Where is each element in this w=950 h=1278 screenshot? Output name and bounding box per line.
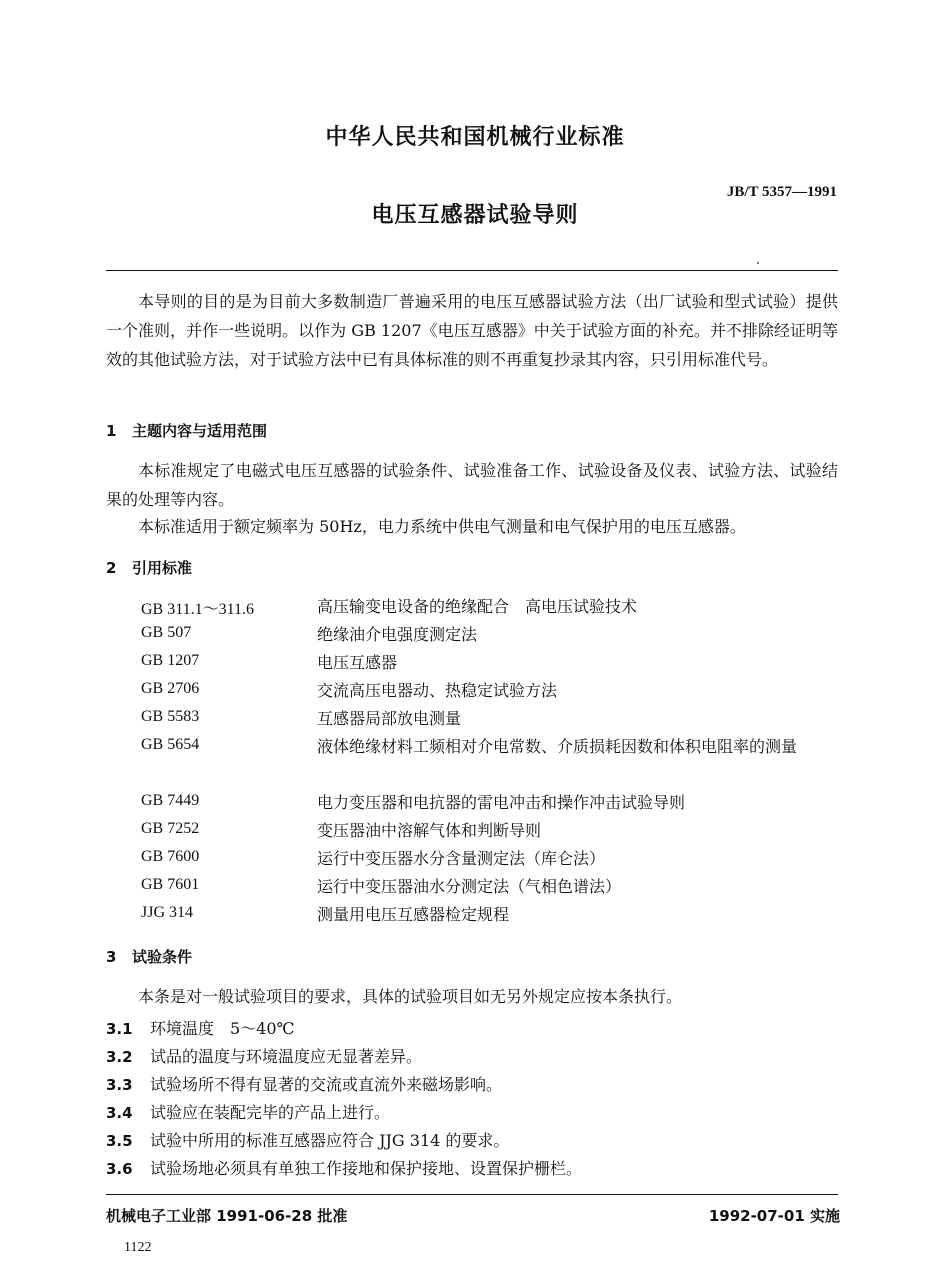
ref-code: GB 7601 (141, 876, 200, 893)
section-3-intro: 本条是对一般试验项目的要求，具体的试验项目如无另外规定应按本条执行。 (138, 987, 683, 1006)
section-1-paragraph-2: 本标准适用于额定频率为 50Hz，电力系统中供电气测量和电气保护用的电压互感器。 (138, 517, 746, 536)
clause-text: 试验中所用的标准互感器应符合 JJG 314 的要求。 (150, 1131, 510, 1150)
clause-number: 3.1 (106, 1020, 133, 1038)
section-1-number: 1 (106, 422, 117, 440)
ref-code: GB 1207 (141, 652, 200, 669)
section-2-title: 引用标准 (132, 559, 193, 577)
clause-item (106, 1072, 502, 1095)
ref-code: GB 2706 (141, 680, 200, 697)
ref-code: GB 7449 (141, 792, 200, 809)
ref-title: 液体绝缘材料工频相对介电常数、介质损耗因数和体积电阻率的测量 (317, 737, 798, 756)
clause-number: 3.2 (106, 1048, 133, 1066)
footer-divider (106, 1194, 838, 1195)
standard-category-heading: 中华人民共和国机械行业标准 (325, 125, 625, 150)
approval-note: 机械电子工业部 1991-06-28 批准 (106, 1207, 348, 1225)
clause-item (106, 1100, 390, 1123)
section-3-heading (106, 946, 192, 967)
clause-text: 试验场所不得有显著的交流或直流外来磁场影响。 (150, 1075, 503, 1094)
ref-code: GB 5654 (141, 736, 200, 753)
section-3-title: 试验条件 (132, 948, 193, 966)
section-1-paragraph-1: 本标准规定了电磁式电压互感器的试验条件、试验准备工作、试验设备及仪表、试验方法、试验结果的处理等内容。 (106, 461, 838, 509)
ref-title: 电压互感器 (317, 653, 398, 672)
ref-title: 运行中变压器油水分测定法（气相色谱法） (317, 877, 622, 896)
clause-text: 环境温度 5～40℃ (150, 1019, 295, 1038)
ref-title: 运行中变压器水分含量测定法（库仑法） (317, 849, 606, 868)
clause-item (106, 1128, 509, 1151)
page-number: 1122 (124, 1240, 152, 1255)
clause-text: 试验场地必须具有单独工作接地和保护接地、设置保护栅栏。 (150, 1159, 583, 1178)
clause-number: 3.3 (106, 1076, 133, 1094)
ref-code: GB 5583 (141, 708, 200, 725)
ref-title: 互感器局部放电测量 (317, 709, 462, 728)
section-2-number: 2 (106, 559, 117, 577)
clause-item (106, 1156, 582, 1179)
clause-number: 3.6 (106, 1160, 133, 1178)
ref-code: GB 311.1～311.6 (141, 601, 255, 618)
section-3-number: 3 (106, 948, 117, 966)
clause-text: 试品的温度与环境温度应无显著差异。 (150, 1047, 423, 1066)
ref-title: 测量用电压互感器检定规程 (317, 905, 510, 924)
ref-code: JJG 314 (141, 904, 194, 921)
ref-code: GB 7600 (141, 848, 200, 865)
document-title: 电压互感器试验导则 (371, 203, 579, 228)
ref-title: 电力变压器和电抗器的雷电冲击和操作冲击试验导则 (317, 793, 686, 812)
section-1-title: 主题内容与适用范围 (132, 422, 268, 440)
scan-speck (757, 262, 759, 264)
clause-number: 3.5 (106, 1132, 133, 1150)
section-1-heading (106, 420, 267, 441)
ref-code: GB 7252 (141, 820, 200, 837)
header-divider (106, 270, 838, 271)
clause-text: 试验应在装配完毕的产品上进行。 (150, 1103, 391, 1122)
intro-paragraph: 本导则的目的是为目前大多数制造厂普遍采用的电压互感器试验方法（出厂试验和型式试验）提供一个准则，并作一些说明。以作为 GB 1207《电压互感器》中关于试验方面的补充。并不排除经证明等效的其他试验方法，对于试验方法中已有具体标准的则不再重复抄录其内容，只引用标准代号。 (106, 292, 838, 369)
section-2-heading (106, 557, 192, 578)
ref-title: 高压输变电设备的绝缘配合 高电压试验技术 (317, 597, 638, 616)
ref-title: 交流高压电器动、热稳定试验方法 (317, 681, 558, 700)
document-code: JB/T 5357—1991 (726, 184, 837, 200)
effective-date-note: 1992-07-01 实施 (708, 1207, 840, 1225)
ref-title: 变压器油中溶解气体和判断导则 (317, 821, 542, 840)
clause-item (106, 1044, 422, 1067)
clause-number: 3.4 (106, 1104, 133, 1122)
clause-item (106, 1016, 294, 1039)
ref-title: 绝缘油介电强度测定法 (317, 625, 478, 644)
ref-code: GB 507 (141, 624, 192, 641)
